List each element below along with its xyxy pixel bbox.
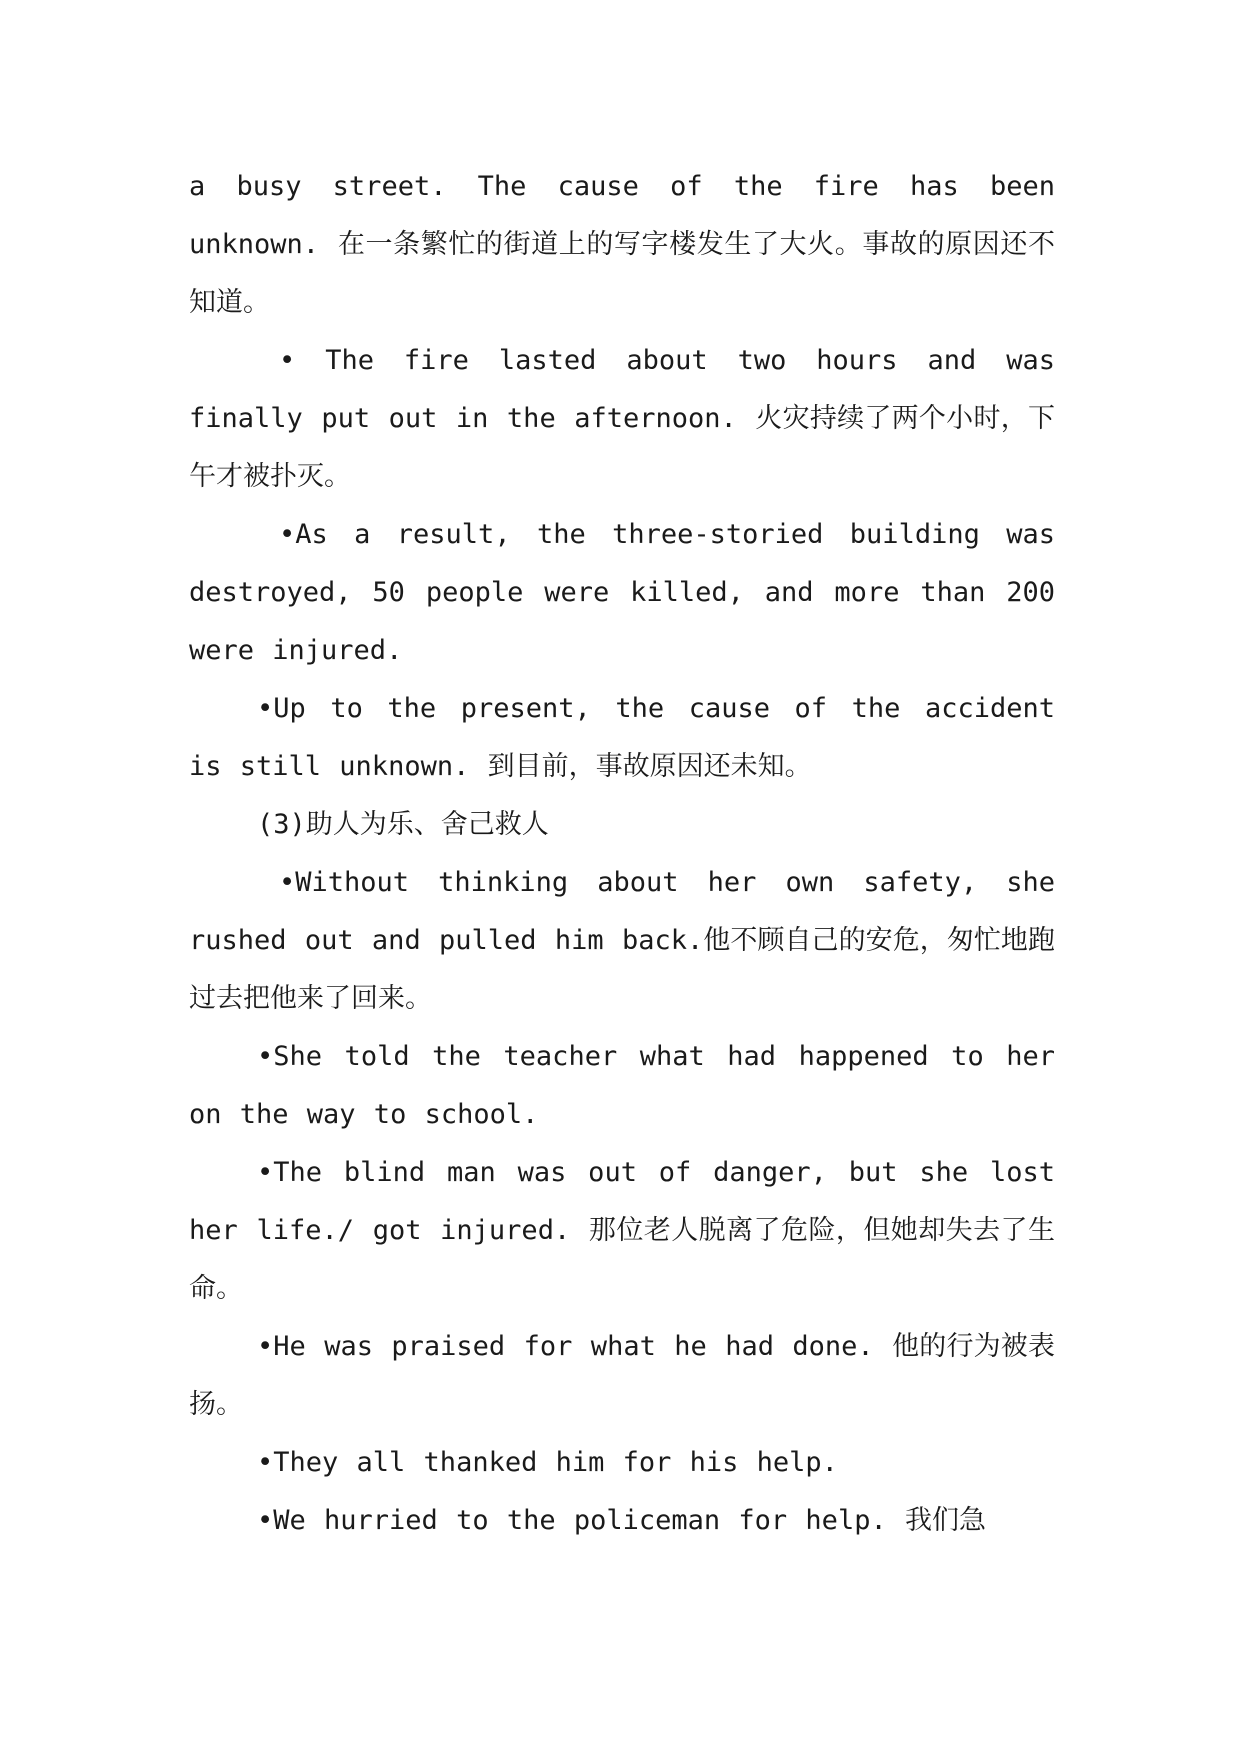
bullet-rushed-out: •Without thinking about her own safety, she rushed out and pulled him back.他不顾自己的安危，匆忙地跑过去把他来了回来。 [189, 867, 1055, 1014]
bullet-building-destroyed: •As a result, the three-storied building was destroyed, 50 people were killed, and more than 200 were injured. [189, 519, 1055, 666]
bullet-fire-lasted: • The fire lasted about two hours and was finally put out in the afternoon. 火灾持续了两个小时，下午才被扑灭。 [189, 345, 1055, 492]
bullet-thanked: •They all thanked him for his help. [257, 1447, 838, 1478]
paragraph-fire-cause: a busy street. The cause of the fire has been unknown. 在一条繁忙的街道上的写字楼发生了大火。事故的原因还不知道。 [189, 171, 1055, 318]
bullet-blind-man: •The blind man was out of danger, but she lost her life./ got injured. 那位老人脱离了危险，但她却失去了生命。 [189, 1157, 1055, 1304]
bullet-hurried-policeman: •We hurried to the policeman for help. 我们急 [257, 1505, 986, 1536]
bullet-told-teacher: •She told the teacher what had happened to her on the way to school. [189, 1041, 1055, 1130]
document-body [189, 158, 1055, 1550]
bullet-praised: •He was praised for what he had done. 他的行为被表扬。 [189, 1331, 1055, 1420]
section-heading-helping-others: (3)助人为乐、舍己救人 [257, 809, 549, 840]
bullet-cause-unknown: •Up to the present, the cause of the accident is still unknown. 到目前，事故原因还未知。 [189, 693, 1055, 782]
